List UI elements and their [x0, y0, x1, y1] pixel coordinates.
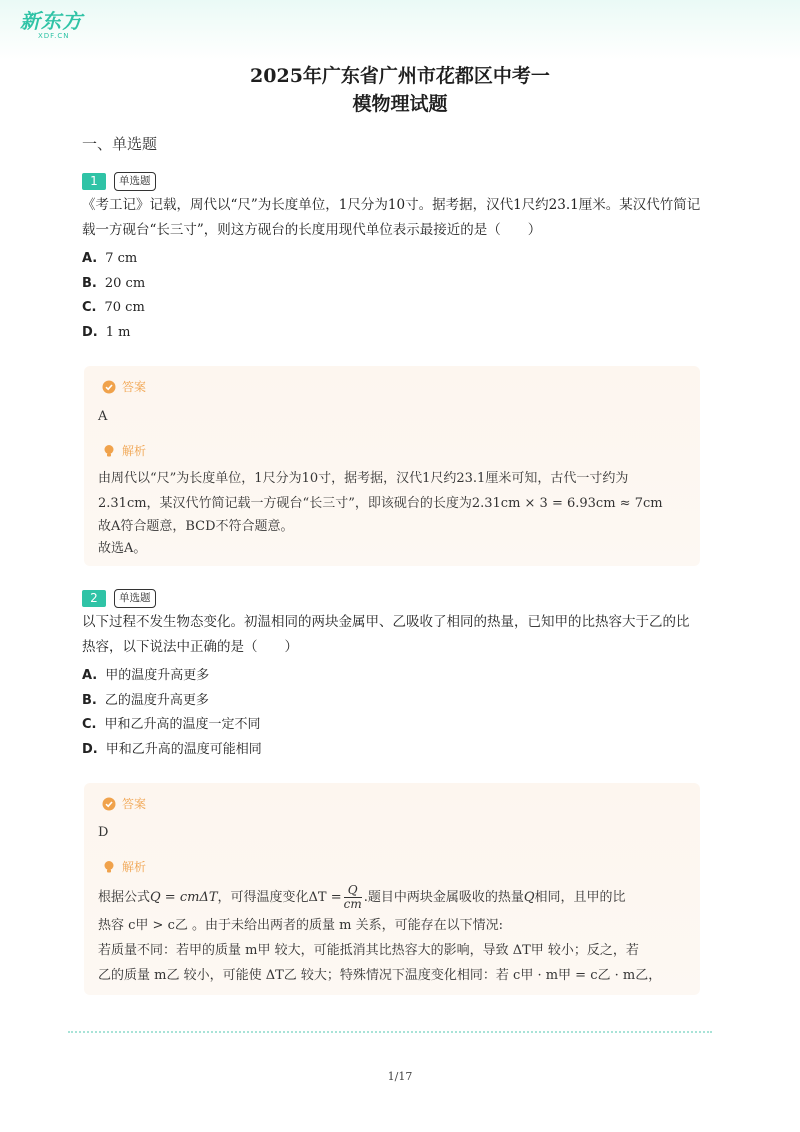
- answer-tag: [102, 378, 146, 395]
- analysis-line: 若质量不同：若甲的质量 m甲 较大，可能抵消其比热容大的影响，导致 ΔT甲 较小；反之，若: [98, 943, 639, 958]
- dotted-divider: [68, 1031, 712, 1033]
- analysis-line: 乙的质量 m乙 较小，可能使 ΔT乙 较大；特殊情况下温度变化相同：若 c甲 · m甲 = c乙 · m乙，: [98, 968, 662, 983]
- option-b[interactable]: [82, 272, 702, 297]
- answer-tag: [102, 795, 146, 812]
- lightbulb-icon: [102, 444, 116, 458]
- analysis-tag-label: 解析: [122, 860, 147, 874]
- document-title: [150, 62, 650, 118]
- option-c[interactable]: [82, 296, 702, 321]
- answer-value: D: [98, 825, 109, 840]
- options-list: [82, 664, 702, 762]
- option-text: 乙的温度升高更多: [104, 692, 209, 708]
- option-text: 1 m: [105, 324, 131, 340]
- option-text: 20 cm: [104, 275, 146, 291]
- option-b[interactable]: [82, 689, 702, 714]
- question-stem: 以下过程不发生物态变化。初温相同的两块金属甲、乙吸收了相同的热量，已知甲的比热容大于乙的比热容，以下说法中正确的是（ ）: [82, 614, 690, 655]
- option-a[interactable]: [82, 247, 702, 272]
- title-line-1: 2025年广东省广州市花都区中考一: [250, 65, 550, 87]
- option-d[interactable]: [82, 738, 702, 763]
- option-label: C.: [82, 300, 97, 315]
- brand-name: 新东方: [20, 9, 83, 33]
- question-number-badge: 2: [82, 590, 106, 607]
- title-line-2: 模物理试题: [352, 93, 448, 115]
- page-number: 1/17: [387, 1070, 413, 1083]
- analysis-line: 故选A。: [98, 541, 147, 556]
- brand-logo: [20, 10, 83, 40]
- option-text: 甲和乙升高的温度一定不同: [104, 717, 261, 732]
- question-header: [82, 588, 702, 608]
- analysis-tag: [102, 442, 146, 459]
- question-type-badge: 单选题: [114, 589, 156, 608]
- question-stem: 《考工记》记载，周代以“尺”为长度单位，1尺分为10寸。据考据，汉代1尺约23.1厘米。某汉代竹简记载一方砚台“长三寸”，则这方砚台的长度用现代单位表示最接近的是（ ）: [82, 197, 701, 238]
- analysis-line: 由周代以“尺”为长度单位，1尺分为10寸，据考据，汉代1尺约23.1厘米可知，古代一寸约为: [98, 471, 629, 486]
- option-text: 甲的温度升高更多: [105, 668, 210, 683]
- option-label: B.: [82, 275, 97, 291]
- option-label: D.: [82, 741, 98, 757]
- check-badge-icon: [102, 380, 116, 394]
- analysis-text: [98, 466, 693, 560]
- question-2: [82, 588, 702, 762]
- analysis-text: [98, 881, 693, 988]
- option-c[interactable]: [82, 713, 702, 738]
- solution-card-2: [84, 783, 700, 995]
- answer-tag-label: 答案: [122, 797, 147, 811]
- option-label: B.: [82, 692, 97, 708]
- analysis-line: 热容 c甲 > c乙 。由于未给出两者的质量 m 关系，可能存在以下情况:: [98, 918, 503, 933]
- lightbulb-icon: [102, 860, 116, 874]
- check-badge-icon: [102, 797, 116, 811]
- option-text: 甲和乙升高的温度可能相同: [105, 741, 262, 757]
- option-text: 7 cm: [105, 251, 138, 266]
- solution-card-1: [84, 366, 700, 566]
- analysis-tag: [102, 858, 146, 875]
- option-label: A.: [82, 668, 98, 683]
- header-bar: [0, 0, 800, 60]
- option-a[interactable]: [82, 664, 702, 689]
- option-d[interactable]: [82, 321, 702, 346]
- option-label: C.: [82, 717, 97, 732]
- analysis-line: 故A符合题意，BCD不符合题意。: [98, 519, 294, 534]
- section-heading: 一、单选题: [82, 135, 158, 153]
- brand-subtitle: XDF.CN: [38, 32, 70, 40]
- option-label: A.: [82, 251, 98, 266]
- option-label: D.: [82, 324, 98, 340]
- formula: Q = cmΔT: [150, 889, 218, 905]
- answer-tag-label: 答案: [122, 380, 147, 394]
- question-1: [82, 171, 702, 345]
- analysis-line: 根据公式 Q = cmΔT ，可得温度变化ΔT = $\frac{Q}{cm}$ .题目中两块金属吸收的热量 Q 相同，且甲的比: [98, 882, 626, 911]
- fraction: $\frac{Q}{cm}$: [343, 882, 362, 911]
- question-number-badge: 1: [82, 173, 106, 190]
- question-header: [82, 171, 702, 191]
- question-type-badge: 单选题: [114, 172, 156, 191]
- options-list: [82, 247, 702, 345]
- option-text: 70 cm: [104, 300, 145, 315]
- analysis-tag-label: 解析: [122, 444, 147, 458]
- analysis-line: 2.31cm，某汉代竹简记载一方砚台“长三寸”，即该砚台的长度为2.31cm × 3 = 6.93cm ≈ 7cm: [98, 496, 663, 511]
- answer-value: A: [98, 409, 108, 424]
